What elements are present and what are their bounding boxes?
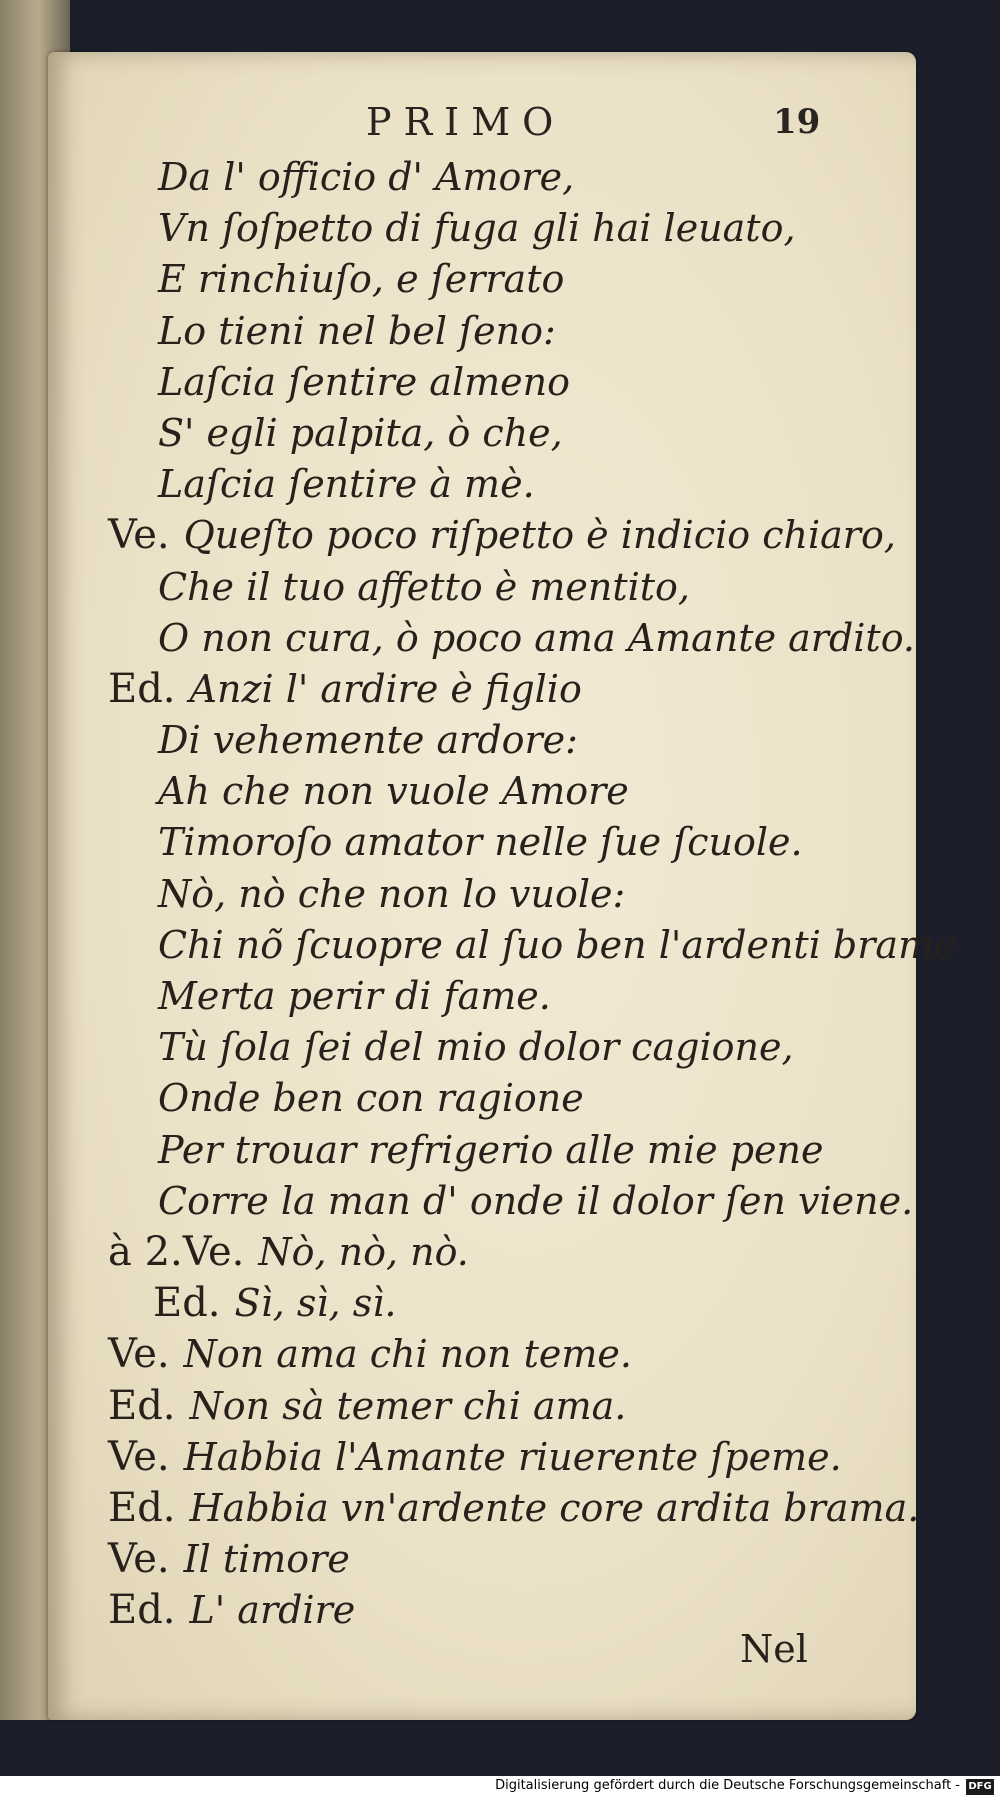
verse-text: S' egli palpita, ò che, xyxy=(158,410,563,455)
page-number: 19 xyxy=(773,102,821,142)
verse-line xyxy=(48,1022,916,1073)
speaker-label: Ed. xyxy=(108,665,176,712)
verse-text: Ah che non vuole Amore xyxy=(158,769,629,814)
speaker-label: Ve. xyxy=(108,512,170,559)
speaker-label: Ed. xyxy=(108,1587,176,1634)
verse-line xyxy=(48,1483,920,1534)
verse-line xyxy=(48,510,916,561)
speaker-label: à 2.Ve. xyxy=(108,1228,245,1275)
verse-line xyxy=(48,971,916,1022)
verse-text: Vn ſoſpetto di fuga gli hai leuato, xyxy=(158,206,796,251)
verse-text: Chi nõ ſcuopre al ſuo ben l'ardenti brame xyxy=(158,922,957,967)
verse-line xyxy=(48,1176,916,1227)
verse-line xyxy=(48,306,916,357)
verse-line xyxy=(48,254,916,305)
verse-line xyxy=(48,1329,916,1380)
verse-line xyxy=(48,459,916,510)
verse-text: Nò, nò che non lo vuole: xyxy=(158,871,626,916)
verse-line xyxy=(48,1227,916,1278)
verse-line xyxy=(48,920,957,971)
verse-text: Il timore xyxy=(183,1537,350,1582)
speaker-label: Ed. xyxy=(108,1484,176,1531)
speaker-label: Ve. xyxy=(108,1536,170,1583)
verse-line xyxy=(48,715,916,766)
verse-line xyxy=(48,766,916,817)
verse-line xyxy=(48,1534,916,1585)
verse-text: Lo tieni nel bel ſeno: xyxy=(158,308,556,353)
verse-line xyxy=(48,817,916,868)
verse-text: Tù ſola ſei del mio dolor cagione, xyxy=(158,1025,794,1070)
verse-text: Non ama chi non teme. xyxy=(183,1332,632,1377)
verse-text: L' ardire xyxy=(189,1588,356,1633)
verse-line xyxy=(48,1381,916,1432)
verse-line xyxy=(48,203,916,254)
verse-text: Anzi l' ardire è figlio xyxy=(189,666,582,711)
verse-line xyxy=(48,1432,916,1483)
verse-text: Timoroſo amator nelle ſue ſcuole. xyxy=(158,820,803,865)
verse-text: Nò, nò, nò. xyxy=(258,1229,469,1274)
verse-text: Sì, sì, sì. xyxy=(234,1281,397,1326)
dialogue-text-block xyxy=(48,152,957,1636)
speaker-label: Ve. xyxy=(108,1331,170,1378)
verse-line xyxy=(48,869,916,920)
speaker-label: Ed. xyxy=(153,1280,221,1327)
verse-text: Laſcia ſentire almeno xyxy=(158,359,570,404)
verse-text: Habbia vn'ardente core ardita brama. xyxy=(189,1485,920,1530)
running-head: PRIMO xyxy=(366,100,566,144)
verse-text: Che il tuo affetto è mentito, xyxy=(158,564,690,609)
verse-line xyxy=(48,408,916,459)
verse-line xyxy=(48,1073,916,1124)
verse-text: Corre la man d' onde il dolor ſen viene. xyxy=(158,1178,914,1223)
dfg-logo-icon: DFG xyxy=(966,1779,994,1795)
verse-text: Habbia l'Amante riuerente ſpeme. xyxy=(183,1434,842,1479)
speaker-label: Ed. xyxy=(108,1382,176,1429)
verse-text: Onde ben con ragione xyxy=(158,1076,584,1121)
verse-text: Per trouar refrigerio alle mie pene xyxy=(158,1127,824,1172)
verse-text: Merta perir di fame. xyxy=(158,974,551,1018)
verse-line xyxy=(48,613,916,664)
verse-line xyxy=(48,1125,916,1176)
verse-line xyxy=(48,664,916,715)
book-page xyxy=(48,52,957,1720)
verse-text: O non cura, ò poco ama Amante ardito. xyxy=(158,615,915,660)
verse-line xyxy=(48,1278,916,1329)
verse-line xyxy=(48,562,916,613)
verse-text: Queſto poco riſpetto è indicio chiaro, xyxy=(183,513,896,558)
verse-line xyxy=(48,152,916,203)
speaker-label: Ve. xyxy=(108,1433,170,1480)
verse-text: E rinchiuſo, e ſerrato xyxy=(158,257,565,302)
digitization-footer xyxy=(0,1776,1000,1800)
verse-text: Non sà temer chi ama. xyxy=(189,1383,627,1428)
page-header xyxy=(48,100,916,150)
footer-credit: Digitalisierung gefördert durch die Deutsche Forschungsgemeinschaft - xyxy=(495,1778,960,1793)
verse-text: Di vehemente ardore: xyxy=(158,718,578,763)
catchword: Nel xyxy=(740,1627,808,1671)
verse-text: Da l' officio d' Amore, xyxy=(158,155,575,199)
verse-text: Laſcia ſentire à mè. xyxy=(158,462,535,507)
verse-line xyxy=(48,357,916,408)
